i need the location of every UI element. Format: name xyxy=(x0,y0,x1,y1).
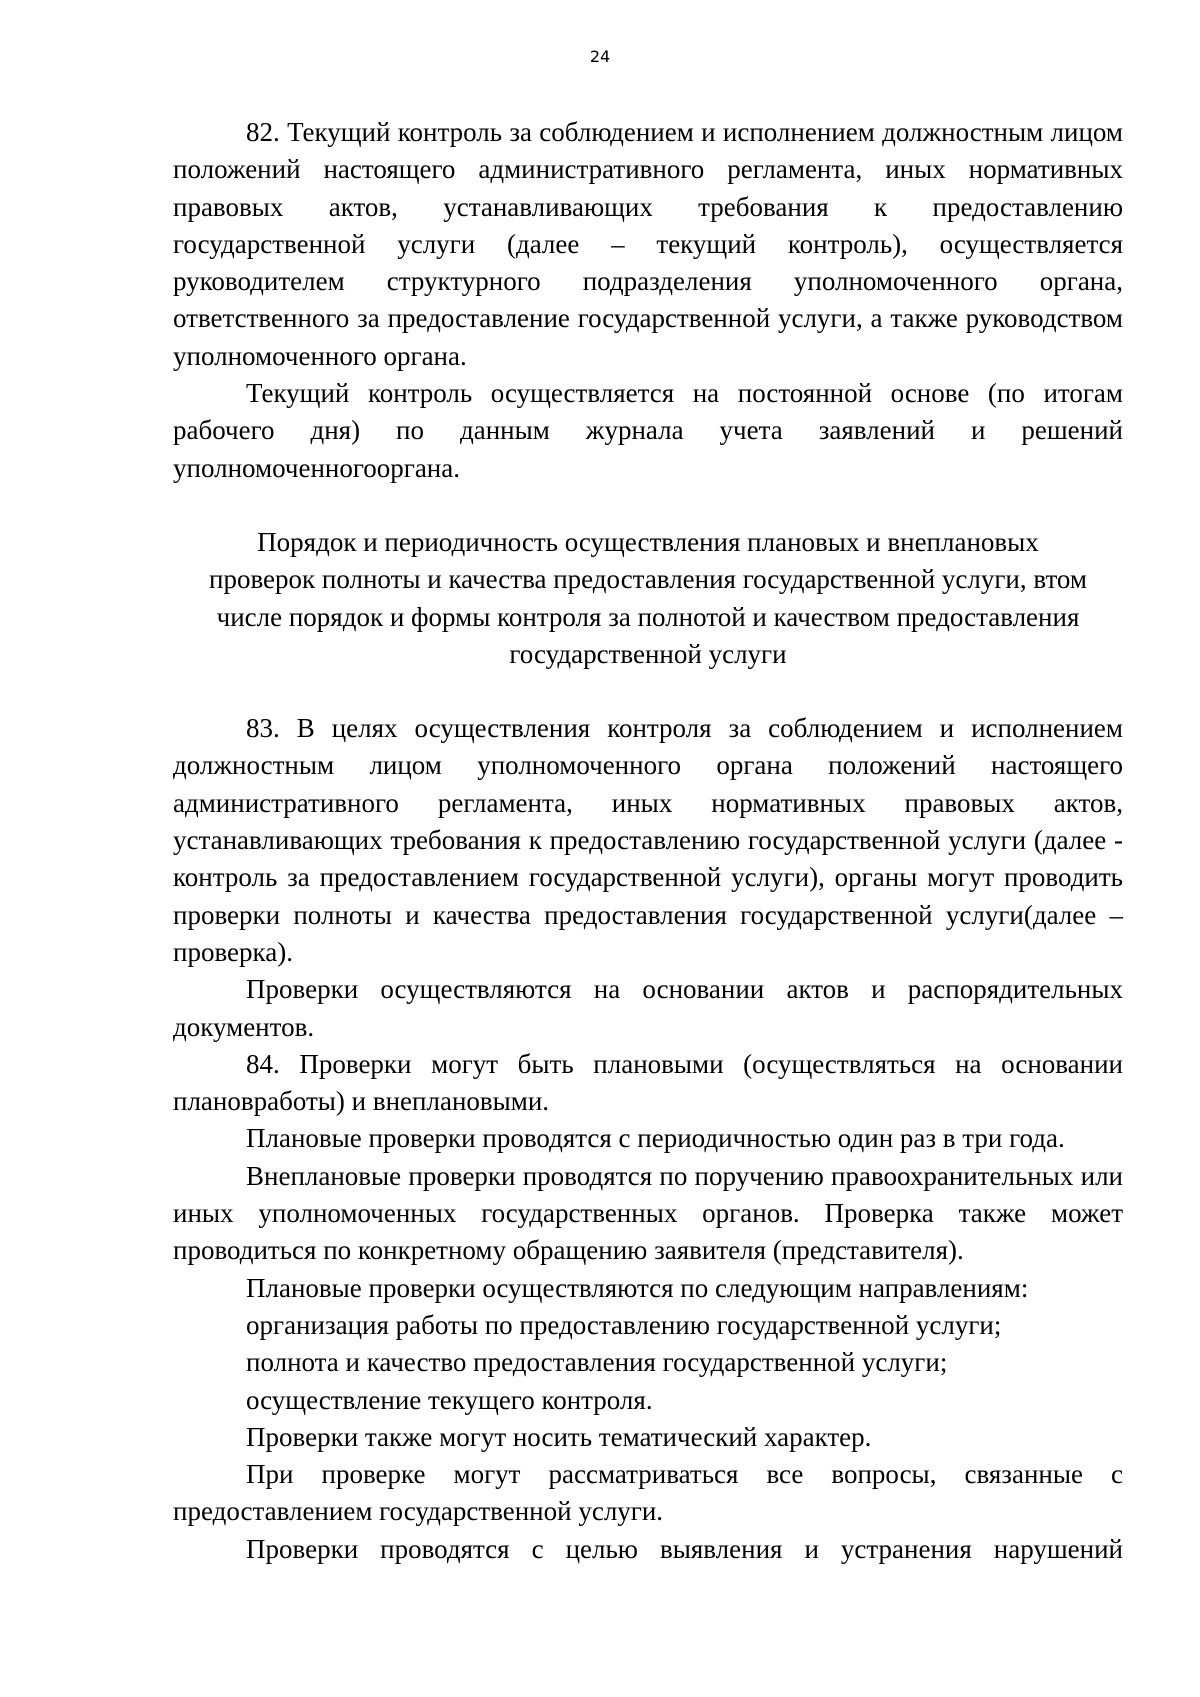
spacer xyxy=(173,673,1123,710)
paragraph-inspection-basis: Проверки осуществляются на основании актов и распорядительных документов. xyxy=(173,974,1123,1042)
paragraph-82: 82. Текущий контроль за соблюдением и исполнением должностным лицом положений настоящего административного регламента, иных нормативных правовых актов, устанавливающих требования к предоставлению государственной услуги (далее – текущий контроль), осуществляется руководителем структурного подразделения уполномоченного органа, ответственного за предоставление государственной услуги, а также руководством уполномоченного органа. xyxy=(173,117,1123,371)
paragraph-unplanned-inspections: Внеплановые проверки проводятся по поручению правоохранительных или иных уполномоченных государственных органов. Проверка также может проводиться по конкретному обращению заявителя (представителя). xyxy=(173,1160,1123,1266)
paragraph-scope: При проверке могут рассматриваться все вопросы, связанные с предоставлением государственной услуги. xyxy=(173,1459,1123,1527)
list-item-direction: организация работы по предоставлению государственной услуги; xyxy=(246,1309,1002,1340)
section-heading-line: Порядок и периодичность осуществления плановых и внеплановых xyxy=(257,526,1039,557)
paragraph-thematic: Проверки также могут носить тематический характер. xyxy=(246,1421,872,1452)
paragraph-83: 83. В целях осуществления контроля за соблюдением и исполнением должностным лицом уполномоченного органа положений настоящего административного регламента, иных нормативных правовых актов, устанавливающих требования к предоставлению государственной услуги (далее - контроль за предоставлением государственной услуги), органы могут проводить проверки полноты и качества предоставления государственной услуги(далее – проверка). xyxy=(173,713,1123,967)
paragraph-directions-intro: Плановые проверки осуществляются по следующим направлениям: xyxy=(246,1272,1029,1303)
paragraph-planned-frequency: Плановые проверки проводятся с периодичностью один раз в три года. xyxy=(246,1123,1065,1154)
paragraph-84: 84. Проверки могут быть плановыми (осуществляться на основании плановработы) и внеплановыми. xyxy=(173,1048,1123,1117)
section-heading-line: числе порядок и формы контроля за полнотой и качеством предоставления xyxy=(216,601,1080,632)
page-number: 24 xyxy=(589,47,611,66)
spacer xyxy=(173,487,1123,524)
section-heading-line: проверок полноты и качества предоставления государственной услуги, втом xyxy=(209,564,1087,595)
list-item-direction: осуществление текущего контроля. xyxy=(246,1384,653,1415)
paragraph-purpose: Проверки проводятся с целью выявления и устранения нарушений xyxy=(246,1533,1123,1564)
section-heading-line: государственной услуги xyxy=(509,638,787,669)
section-heading xyxy=(173,524,1123,673)
list-item-direction: полнота и качество предоставления государственной услуги; xyxy=(246,1347,948,1378)
paragraph-current-control: Текущий контроль осуществляется на постоянной основе (по итогам рабочего дня) по данным журнала учета заявлений и решений уполномоченногооргана. xyxy=(173,378,1123,483)
document-body xyxy=(173,114,1123,1568)
